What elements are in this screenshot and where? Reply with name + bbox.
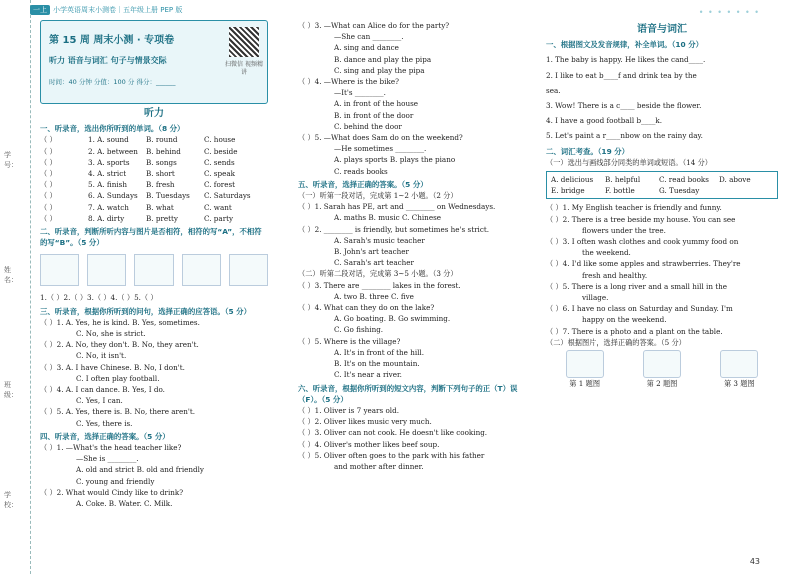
option: C. want bbox=[204, 202, 232, 212]
option: C. sends bbox=[204, 157, 235, 167]
text-line: （ ）2. Oliver likes music very much. bbox=[298, 417, 432, 427]
answer-blank[interactable]: （ ） bbox=[40, 191, 57, 201]
text-line: —She can ________. bbox=[334, 32, 404, 42]
caption: 第 2 题图 bbox=[646, 379, 678, 389]
text-line: A. Sarah's music teacher bbox=[334, 235, 425, 245]
text-line: （ ）5. Where is the village? bbox=[298, 336, 401, 346]
answer-blank[interactable]: （ ） bbox=[40, 213, 57, 223]
text-line: A. Coke. B. Water. C. Milk. bbox=[76, 499, 173, 509]
option: B. pretty bbox=[146, 213, 178, 223]
part-3-list bbox=[40, 317, 268, 429]
vocab-part-1-heading: 一、根据图文及发音规律，补全单词。（10 分） bbox=[546, 40, 703, 50]
text-line: —She is ________. bbox=[76, 454, 139, 464]
text-line: C. young and friendly bbox=[76, 476, 155, 486]
text-line: A. in front of the house bbox=[334, 99, 419, 109]
part-5-sub-b: （二）听第二段对话，完成第 3~5 小题。（3 分） bbox=[298, 269, 458, 279]
fill-item: 1. The baby is happy. He likes the cand____. bbox=[546, 55, 706, 65]
text-line: C. sing and play the pipa bbox=[334, 65, 425, 75]
qr-code-icon[interactable] bbox=[229, 27, 259, 57]
caption: 第 3 题图 bbox=[723, 379, 755, 389]
text-line: （ ）1. A. Yes, he is kind. B. Yes, sometimes. bbox=[40, 317, 200, 327]
text-line: （ ）4. —Where is the bike? bbox=[298, 77, 399, 87]
word-option: E. bridge bbox=[551, 186, 585, 196]
text-line: （ ）1. —What's the head teacher like? bbox=[40, 443, 182, 453]
text-line: （ ）5. —What does Sam do on the weekend? bbox=[298, 133, 463, 143]
text-line: （ ）3. A. I have Chinese. B. No, I don't. bbox=[40, 362, 185, 372]
text-line: C. No, she is strict. bbox=[76, 329, 146, 339]
decor-dots: • • • • • • • bbox=[698, 8, 760, 17]
gutter-label: 学校： bbox=[4, 491, 18, 509]
vocab-sub-a: （一）选出与画线部分同类的单词或短语。（14 分） bbox=[546, 157, 712, 167]
part-5-list-b bbox=[298, 280, 528, 381]
text-line: （ ）5. There is a long river and a small hill in the bbox=[546, 281, 728, 291]
option: 3. A. sports bbox=[88, 157, 130, 167]
text-line: flowers under the tree. bbox=[582, 225, 666, 235]
text-line: A. sing and dance bbox=[334, 43, 399, 53]
word-option: C. read books bbox=[659, 175, 709, 185]
text-line: and mother after dinner. bbox=[334, 461, 424, 471]
fill-item: 4. I have a good football b____k. bbox=[546, 116, 663, 126]
text-line: C. reads books bbox=[334, 166, 388, 176]
gutter-label: 班级： bbox=[4, 381, 18, 399]
caption: 第 1 题图 bbox=[569, 379, 601, 389]
text-line: （ ）2. ________ is friendly, but sometimes he's strict. bbox=[298, 224, 490, 234]
text-line: A. old and strict B. old and friendly bbox=[76, 465, 204, 475]
fill-in-list bbox=[546, 54, 778, 141]
page-header bbox=[30, 5, 182, 15]
text-line: （ ）4. I'd like some apples and strawberries. They're bbox=[546, 259, 741, 269]
option: 6. A. Sundays bbox=[88, 191, 138, 201]
part-5-list-a bbox=[298, 201, 528, 268]
picture-3 bbox=[134, 254, 173, 286]
question-row bbox=[40, 190, 268, 201]
text-line: （ ）2. A. No, they don't. B. No, they aren't. bbox=[40, 340, 199, 350]
text-line: （ ）1. Sarah has PE, art and ________ on Wednesdays. bbox=[298, 202, 496, 212]
part-1-heading: 一、听录音，选出你所听到的单词。（8 分） bbox=[40, 124, 185, 134]
option: C. beside bbox=[204, 146, 238, 156]
question-row bbox=[40, 213, 268, 224]
teacher-picture bbox=[720, 350, 758, 378]
picture-5 bbox=[229, 254, 268, 286]
text-line: —It's ________. bbox=[334, 88, 386, 98]
text-line: C. Yes, I can. bbox=[76, 396, 123, 406]
question-row bbox=[40, 146, 268, 157]
answer-blank[interactable]: （ ） bbox=[40, 135, 57, 145]
sandwich-picture bbox=[566, 350, 604, 378]
grade-tag: 一上 bbox=[30, 5, 50, 15]
part-6-heading: 六、听录音，根据你所听到的短文内容，判断下列句子的正（T）误（F）。（5 分） bbox=[298, 383, 518, 404]
answer-blank[interactable]: （ ） bbox=[40, 157, 57, 167]
answer-blank[interactable]: （ ） bbox=[40, 169, 57, 179]
word-box bbox=[546, 171, 778, 199]
column-1 bbox=[40, 20, 268, 509]
text-line: A. two B. three C. five bbox=[334, 291, 414, 301]
text-line: （ ）6. I have no class on Saturday and Sunday. I'm bbox=[546, 304, 733, 314]
question-row bbox=[40, 134, 268, 145]
banner-info: 时间：40 分钟 分值：100 分 得分：______ bbox=[49, 78, 176, 86]
picture-4 bbox=[182, 254, 221, 286]
vocab-sub-b: （二）根据图片，选择正确的答案。（5 分） bbox=[546, 337, 686, 347]
text-line: A. maths B. music C. Chinese bbox=[334, 213, 442, 223]
part-5-sub-a: （一）听第一段对话，完成第 1~2 小题。（2 分） bbox=[298, 191, 458, 201]
option: B. behind bbox=[146, 146, 181, 156]
text-line: （ ）3. —What can Alice do for the party? bbox=[298, 21, 450, 30]
section-title-vocab: 语音与词汇 bbox=[637, 24, 687, 35]
picture-1 bbox=[40, 254, 79, 286]
option: B. fresh bbox=[146, 180, 175, 190]
part-2-heading: 二、听录音，判断所听内容与图片是否相符，相符的写“A”，不相符的写“B”。（5 分） bbox=[40, 227, 262, 248]
question-row bbox=[40, 157, 268, 168]
text-line: C. Go fishing. bbox=[334, 325, 384, 335]
text-line: C. It's near a river. bbox=[334, 370, 402, 380]
question-row bbox=[40, 202, 268, 213]
option: C. forest bbox=[204, 180, 236, 190]
text-line: C. Yes, there is. bbox=[76, 418, 133, 428]
option: 7. A. watch bbox=[88, 202, 129, 212]
text-line: （ ）4. A. I can dance. B. Yes, I do. bbox=[40, 385, 165, 395]
text-line: （ ）7. There is a photo and a plant on the table. bbox=[546, 326, 723, 336]
header-title: 小学英语周末小测卷｜五年级上册 PEP 版 bbox=[53, 6, 183, 14]
part-4-cont bbox=[298, 20, 528, 177]
text-line: village. bbox=[582, 293, 609, 303]
answer-blank[interactable]: （ ） bbox=[40, 180, 57, 190]
word-option: B. helpful bbox=[605, 175, 641, 185]
text-line: A. plays sports B. plays the piano bbox=[334, 155, 456, 165]
part-3-heading: 三、听录音，根据你所听到的问句，选择正确的应答语。（5 分） bbox=[40, 306, 251, 316]
text-line: （ ）2. There is a tree beside my house. You can see bbox=[546, 214, 736, 224]
option: B. Tuesdays bbox=[146, 191, 190, 201]
qr-caption: 扫微信 视频精讲 bbox=[225, 61, 263, 76]
section-title-listening: 听力 bbox=[144, 108, 164, 119]
part-4-heading: 四、听录音，选择正确的答案。（5 分） bbox=[40, 431, 170, 441]
text-line: the weekend. bbox=[582, 248, 631, 258]
part-4-list bbox=[40, 442, 268, 509]
text-line: B. John's art teacher bbox=[334, 247, 409, 257]
text-line: C. behind the door bbox=[334, 121, 402, 131]
fill-item: sea. bbox=[546, 85, 561, 95]
option: B. round bbox=[146, 135, 178, 145]
text-line: B. dance and play the pipa bbox=[334, 54, 432, 64]
text-line: C. I often play football. bbox=[76, 373, 160, 383]
text-line: （ ）5. A. Yes, there is. B. No, there aren't. bbox=[40, 407, 196, 417]
text-line: A. It's in front of the hill. bbox=[334, 347, 425, 357]
option: C. party bbox=[204, 213, 234, 223]
week-title: 第 15 周 周末小测 · 专项卷 bbox=[49, 35, 175, 46]
text-line: C. No, it isn't. bbox=[76, 351, 127, 361]
option: B. songs bbox=[146, 157, 177, 167]
option: C. house bbox=[204, 135, 236, 145]
text-line: B. in front of the door bbox=[334, 110, 414, 120]
binding-gutter bbox=[0, 0, 31, 574]
word-option: D. above bbox=[719, 175, 751, 185]
option: 5. A. finish bbox=[88, 180, 127, 190]
picture-2 bbox=[87, 254, 126, 286]
option: C. speak bbox=[204, 169, 235, 179]
fill-item: 2. I like to eat b____f and drink tea by the bbox=[546, 70, 697, 80]
text-line: B. It's on the mountain. bbox=[334, 359, 420, 369]
title-banner bbox=[40, 20, 268, 104]
option: 8. A. dirty bbox=[88, 213, 125, 223]
text-line: （ ）2. What would Cindy like to drink? bbox=[40, 487, 184, 497]
option: C. Saturdays bbox=[204, 191, 251, 201]
page-number: 43 bbox=[749, 557, 760, 566]
option: 4. A. strict bbox=[88, 169, 127, 179]
part-6-list bbox=[298, 405, 528, 472]
text-line: （ ）4. Oliver's mother likes beef soup. bbox=[298, 439, 440, 449]
part-5-heading: 五、听录音，选择正确的答案。（5 分） bbox=[298, 179, 428, 189]
word-option: F. bottle bbox=[605, 186, 635, 196]
word-option: A. delicious bbox=[551, 175, 594, 185]
text-line: —He sometimes ________. bbox=[334, 144, 427, 154]
gutter-label: 学号： bbox=[4, 151, 18, 169]
text-line: （ ）3. There are ________ lakes in the forest. bbox=[298, 280, 461, 290]
column-2 bbox=[298, 20, 528, 472]
answer-blank[interactable]: （ ） bbox=[40, 202, 57, 212]
gutter-label: 姓名： bbox=[4, 266, 18, 284]
text-line: （ ）3. Oliver can not cook. He doesn't like cooking. bbox=[298, 428, 488, 438]
part-1-list bbox=[40, 134, 268, 224]
word-option: G. Tuesday bbox=[659, 186, 700, 196]
text-line: （ ）3. I often wash clothes and cook yummy food on bbox=[546, 237, 739, 247]
question-row bbox=[40, 168, 268, 179]
picture-row bbox=[40, 250, 268, 290]
text-line: （ ）4. What can they do on the lake? bbox=[298, 303, 435, 313]
option: B. short bbox=[146, 169, 175, 179]
option: 2. A. between bbox=[88, 146, 138, 156]
vocab-list bbox=[546, 202, 778, 336]
fill-item: 5. Let's paint a r____nbow on the rainy day. bbox=[546, 131, 703, 141]
text-line: （ ）5. Oliver often goes to the park with his father bbox=[298, 450, 485, 460]
option: 1. A. sound bbox=[88, 135, 129, 145]
cooking-picture bbox=[643, 350, 681, 378]
banner-subtitle: 听力 语音与词汇 句子与情景交际 bbox=[49, 56, 167, 65]
bottom-pictures bbox=[546, 350, 778, 389]
question-row bbox=[40, 179, 268, 190]
fill-item: 3. Wow! There is a c____ beside the flower. bbox=[546, 101, 702, 111]
option: B. what bbox=[146, 202, 174, 212]
vocab-part-2-heading: 二、词汇考查。（19 分） bbox=[546, 146, 630, 156]
text-line: （ ）1. Oliver is 7 years old. bbox=[298, 405, 399, 415]
answer-blank[interactable]: （ ） bbox=[40, 146, 57, 156]
column-3 bbox=[546, 20, 778, 389]
text-line: C. Sarah's art teacher bbox=[334, 258, 414, 268]
text-line: fresh and healthy. bbox=[582, 270, 648, 280]
text-line: A. Go boating. B. Go swimming. bbox=[334, 314, 451, 324]
text-line: happy on the weekend. bbox=[582, 315, 667, 325]
text-line: （ ）1. My English teacher is friendly and funny. bbox=[546, 203, 722, 213]
answer-blanks: 1.（ ）2.（ ）3.（ ）4.（ ）5.（ ） bbox=[40, 293, 158, 303]
